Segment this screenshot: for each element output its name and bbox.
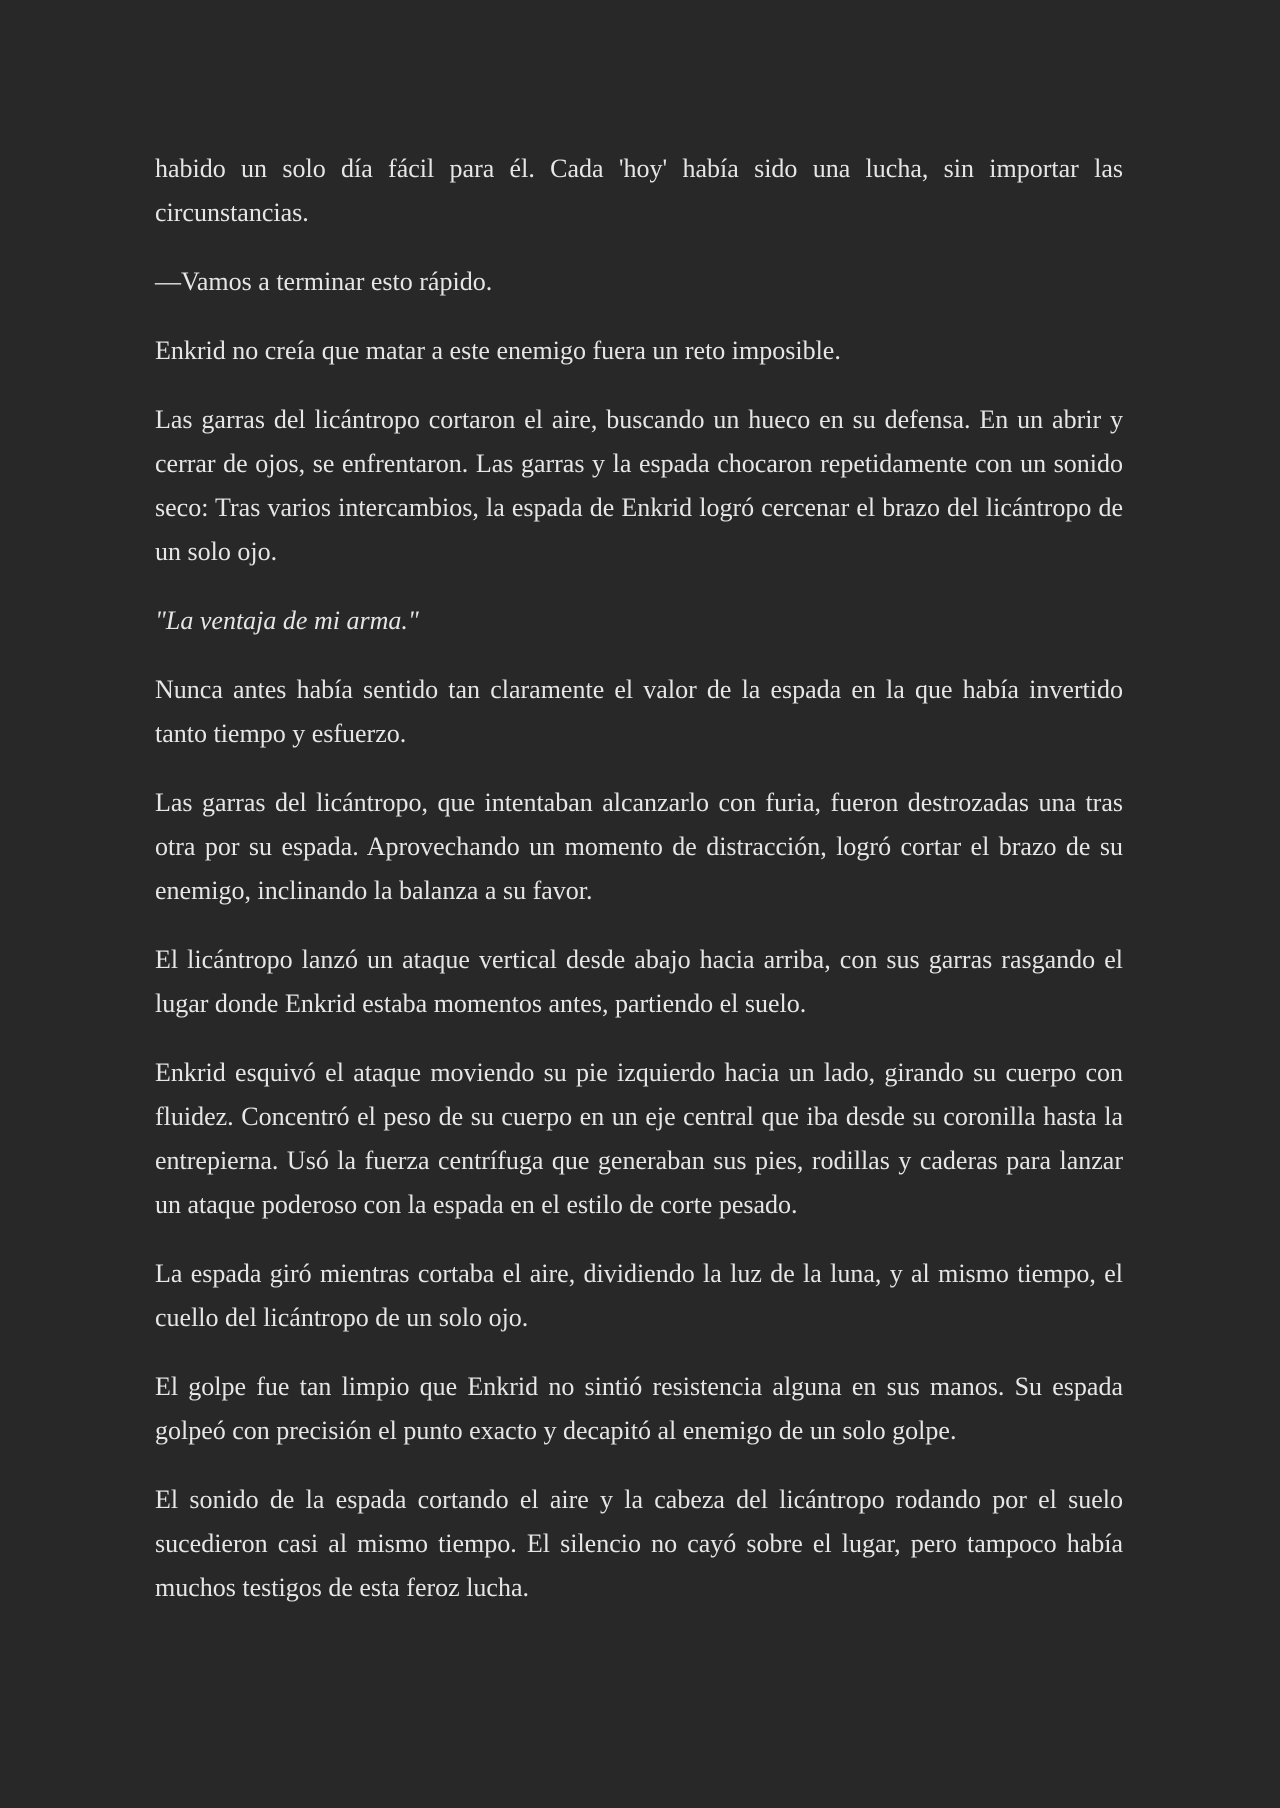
paragraph: Las garras del licántropo, que intentaban alcanzarlo con furia, fueron destrozadas una tras otra por su espada. Aprovechando un momento de distracción, logró cortar el brazo de su enemigo, inclinando la balanza a su favor. bbox=[155, 788, 1123, 905]
paragraph: habido un solo día fácil para él. Cada 'hoy' había sido una lucha, sin importar las circunstancias. bbox=[155, 154, 1123, 227]
paragraph: Enkrid no creía que matar a este enemigo fuera un reto imposible. bbox=[155, 336, 841, 365]
paragraph: Enkrid esquivó el ataque moviendo su pie izquierdo hacia un lado, girando su cuerpo con fluidez. Concentró el peso de su cuerpo en un eje central que iba desde su coronilla hasta la entrepierna. Usó la fuerza centrífuga que generaban sus pies, rodillas y caderas para lanzar un ataque poderoso con la espada en el estilo de corte pesado. bbox=[155, 1058, 1123, 1219]
paragraph: El golpe fue tan limpio que Enkrid no sintió resistencia alguna en sus manos. Su espada golpeó con precisión el punto exacto y decapitó al enemigo de un solo golpe. bbox=[155, 1372, 1123, 1445]
inner-thought: "La ventaja de mi arma." bbox=[155, 606, 419, 635]
paragraph: La espada giró mientras cortaba el aire, dividiendo la luz de la luna, y al mismo tiempo, el cuello del licántropo de un solo ojo. bbox=[155, 1259, 1123, 1332]
paragraph: Las garras del licántropo cortaron el aire, buscando un hueco en su defensa. En un abrir y cerrar de ojos, se enfrentaron. Las garras y la espada chocaron repetidamente con un sonido seco: Tras varios intercambios, la espada de Enkrid logró cercenar el brazo del licántropo de un solo ojo. bbox=[155, 405, 1123, 566]
paragraph: El sonido de la espada cortando el aire y la cabeza del licántropo rodando por el suelo sucedieron casi al mismo tiempo. El silencio no cayó sobre el lugar, pero tampoco había muchos testigos de esta feroz lucha. bbox=[155, 1485, 1123, 1602]
dialogue-line: —Vamos a terminar esto rápido. bbox=[155, 267, 493, 296]
paragraph: El licántropo lanzó un ataque vertical desde abajo hacia arriba, con sus garras rasgando el lugar donde Enkrid estaba momentos antes, partiendo el suelo. bbox=[155, 945, 1123, 1018]
reader-text-body bbox=[155, 147, 1123, 1635]
paragraph: Nunca antes había sentido tan claramente el valor de la espada en la que había invertido tanto tiempo y esfuerzo. bbox=[155, 675, 1123, 748]
